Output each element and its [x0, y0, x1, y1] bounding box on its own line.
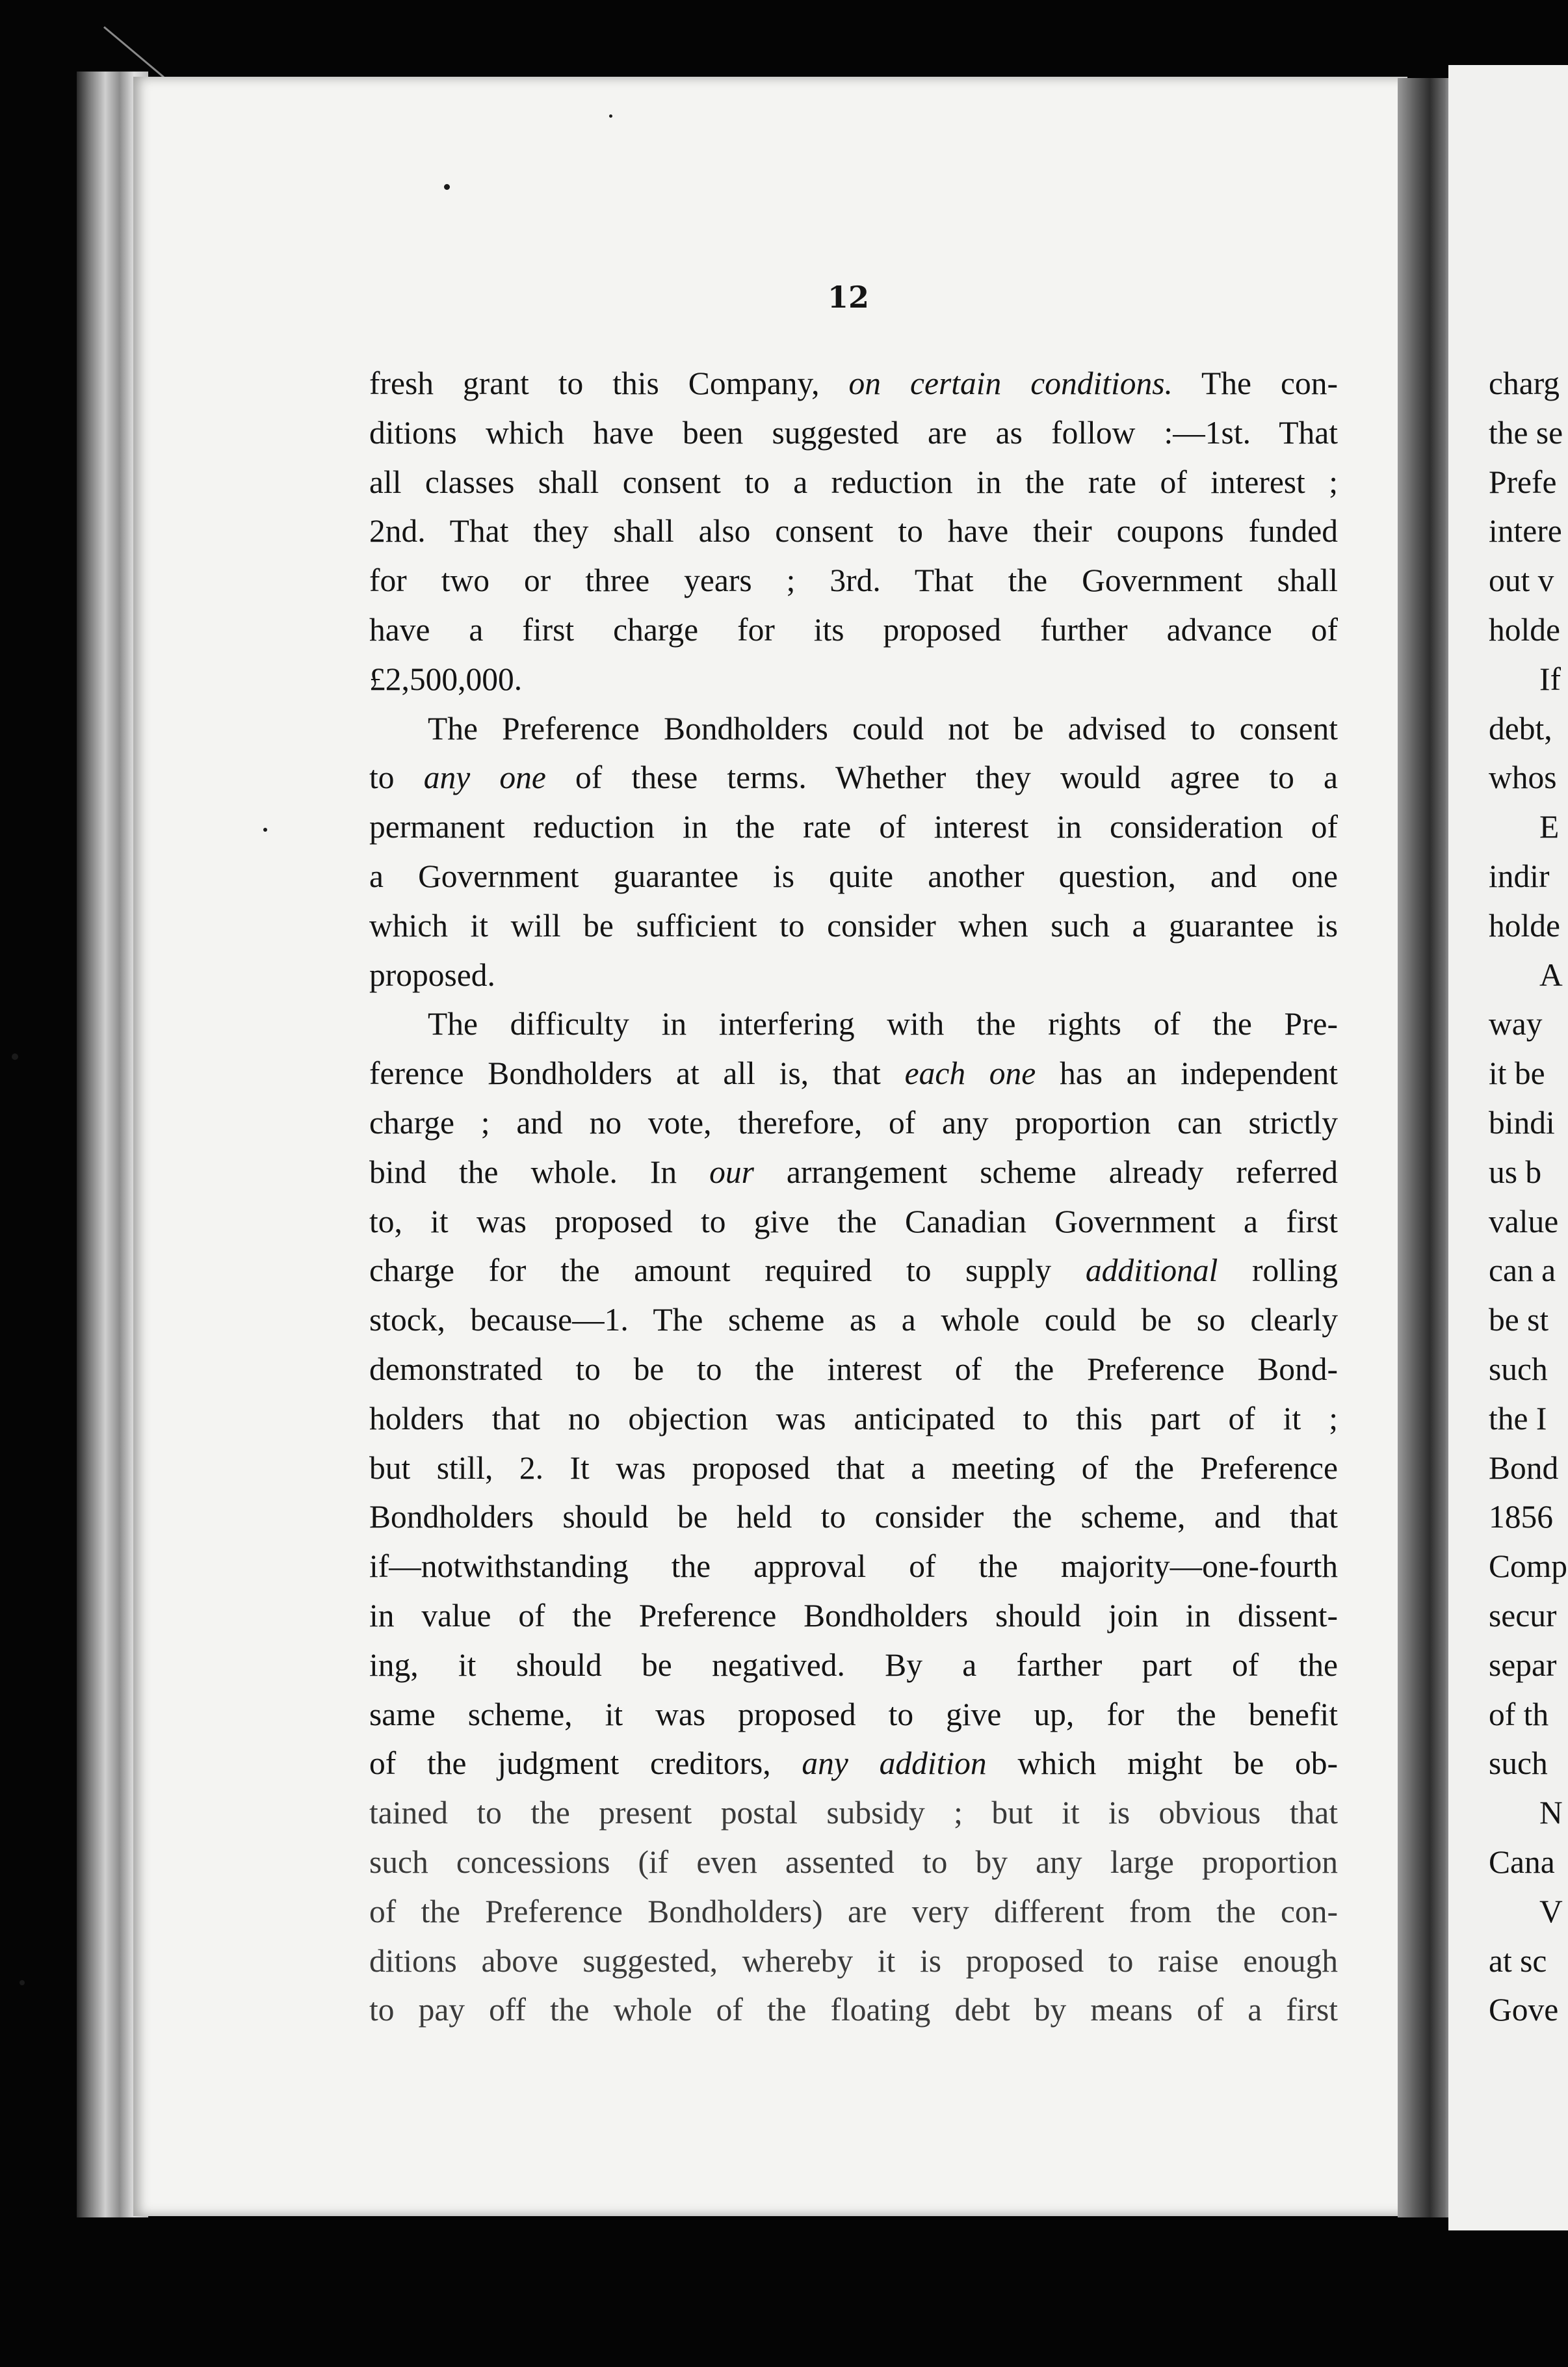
text-span: Bondholders should be held to consider the scheme, and that: [369, 1499, 1338, 1535]
text-span: tained to the present postal subsidy ; but it is obvious that: [369, 1795, 1338, 1831]
text-span: demonstrated to be to the interest of the Preference Bond-: [369, 1351, 1338, 1387]
text-line: [369, 655, 1338, 704]
italic-text: our: [709, 1154, 754, 1190]
text-line: [369, 1098, 1338, 1148]
right-text-fragment: secur: [1489, 1597, 1557, 1633]
text-line: [369, 802, 1338, 852]
italic-text: each one: [904, 1055, 1036, 1092]
text-line: [369, 999, 1338, 1049]
text-span: ditions which have been suggested are as follow :—1st. That: [369, 414, 1338, 451]
text-span: ditions above suggested, whereby it is proposed to raise enough: [369, 1942, 1338, 1979]
text-span: £2,500,000.: [369, 661, 523, 697]
right-text-fragment: 1856: [1489, 1499, 1553, 1535]
text-span: ference Bondholders at all is, that: [369, 1055, 905, 1092]
right-text-fragment: the se: [1489, 414, 1563, 451]
right-text-fragment: out v: [1489, 562, 1554, 599]
text-line: [369, 458, 1338, 507]
text-span: has an independent: [1036, 1055, 1339, 1092]
text-span: have a first charge for its proposed further advance of: [369, 611, 1338, 648]
italic-text: additional: [1085, 1252, 1218, 1289]
text-span: rolling: [1218, 1252, 1338, 1289]
text-span: charge for the amount required to supply: [369, 1252, 1086, 1289]
right-text-fragment: separ: [1489, 1646, 1557, 1683]
text-line: [369, 1345, 1338, 1394]
text-span: The con-: [1172, 365, 1338, 401]
text-line: [369, 852, 1338, 901]
text-span: of these terms. Whether they would agree to a: [545, 760, 1338, 796]
right-text-fragment: value: [1489, 1203, 1559, 1239]
text-line: [369, 1246, 1338, 1295]
right-text-fragment: at sc: [1489, 1942, 1547, 1979]
ink-speck: [20, 1980, 25, 1985]
right-text-fragment: E: [1539, 809, 1560, 845]
ink-speck: [12, 1053, 18, 1060]
italic-text: any addition: [802, 1745, 987, 1782]
text-span: same scheme, it was proposed to give up, for the benefit: [369, 1696, 1338, 1732]
right-page-text: [1489, 359, 1568, 2035]
text-line: [369, 1295, 1338, 1345]
right-text-fragment: charg: [1489, 365, 1560, 401]
text-span: of the Preference Bondholders) are very different from the con-: [369, 1893, 1338, 1929]
text-line: [369, 556, 1338, 605]
text-line: [369, 1838, 1338, 1887]
text-line: [369, 359, 1338, 408]
right-text-fragment: bindi: [1489, 1104, 1555, 1141]
right-text-fragment: Prefe: [1489, 464, 1557, 500]
right-text-fragment: Comp: [1489, 1548, 1568, 1585]
text-line: [369, 605, 1338, 655]
text-line: [369, 951, 1338, 1000]
right-text-fragment: intere: [1489, 513, 1562, 549]
text-line: [369, 507, 1338, 556]
text-line: [369, 1887, 1338, 1937]
text-span: bind the whole. In: [369, 1154, 710, 1190]
text-span: holders that no objection was anticipated to this part of it ;: [369, 1400, 1338, 1436]
text-line: [369, 1641, 1338, 1690]
italic-text: on certain conditions.: [848, 365, 1173, 401]
text-span: a Government guarantee is quite another question, and one: [369, 858, 1338, 894]
right-text-fragment: Bond: [1489, 1449, 1559, 1486]
right-text-fragment: it be: [1489, 1055, 1545, 1092]
scan-artifact-line: [103, 26, 164, 77]
text-span: in value of the Preference Bondholders should join in dissent-: [369, 1597, 1338, 1633]
right-page: [1448, 65, 1568, 2230]
text-span: fresh grant to this Company,: [369, 365, 849, 401]
text-span: charge ; and no vote, therefore, of any proportion can strictly: [369, 1104, 1338, 1141]
right-text-fragment: of th: [1489, 1696, 1549, 1732]
right-text-fragment: debt,: [1489, 710, 1552, 747]
right-text-fragment: such: [1489, 1351, 1548, 1387]
page-gutter: [1398, 78, 1456, 2217]
italic-text: any one: [423, 760, 546, 796]
right-text-fragment: Cana: [1489, 1844, 1555, 1880]
text-line: [369, 1937, 1338, 1986]
text-span: proposed.: [369, 957, 495, 993]
text-span: The difficulty in interfering with the rights of the Pre-: [428, 1006, 1338, 1042]
right-text-fragment: way: [1489, 1006, 1543, 1042]
right-text-fragment: holde: [1489, 611, 1560, 648]
right-text-fragment: us b: [1489, 1154, 1542, 1190]
text-line: [369, 1591, 1338, 1641]
page-number: 12: [827, 280, 869, 315]
text-span: arrangement scheme already referred: [753, 1154, 1339, 1190]
right-text-fragment: indir: [1489, 858, 1550, 894]
text-span: to: [369, 760, 424, 796]
ink-speck: [444, 184, 450, 190]
text-line: [369, 408, 1338, 458]
text-line: [369, 1197, 1338, 1247]
right-text-fragment: whos: [1489, 760, 1557, 796]
body-text: [369, 359, 1338, 2035]
text-span: but still, 2. It was proposed that a meeting of the Preference: [369, 1449, 1338, 1486]
right-text-fragment: N: [1539, 1795, 1563, 1831]
text-span: all classes shall consent to a reduction in the rate of interest ;: [369, 464, 1338, 500]
text-line: [369, 1492, 1338, 1542]
right-text-fragment: can a: [1489, 1252, 1556, 1289]
text-span: such concessions (if even assented to by any large proportion: [369, 1844, 1338, 1880]
right-text-fragment: be st: [1489, 1302, 1549, 1338]
text-line: [369, 1690, 1338, 1739]
text-span: if—notwithstanding the approval of the majority—one-fourth: [369, 1548, 1338, 1585]
right-text-fragment: holde: [1489, 907, 1560, 944]
text-span: stock, because—1. The scheme as a whole could be so clearly: [369, 1302, 1338, 1338]
ink-speck: [263, 828, 267, 832]
text-span: of the judgment creditors,: [369, 1745, 802, 1782]
right-text-fragment: If: [1539, 661, 1561, 697]
text-span: 2nd. That they shall also consent to have their coupons funded: [369, 513, 1338, 549]
text-line: [369, 1788, 1338, 1838]
text-line: [369, 1444, 1338, 1493]
text-span: which it will be sufficient to consider when such a guarantee is: [369, 907, 1338, 944]
text-line: [369, 704, 1338, 754]
right-text-fragment: Gove: [1489, 1992, 1559, 2028]
text-line: [369, 1542, 1338, 1591]
text-line: [369, 1739, 1338, 1788]
ink-speck: [609, 114, 612, 118]
right-text-fragment: the I: [1489, 1400, 1547, 1436]
text-line: [369, 753, 1338, 802]
right-text-fragment: A: [1539, 957, 1563, 993]
right-text-fragment: V: [1539, 1893, 1563, 1929]
text-line: [369, 901, 1338, 951]
text-span: permanent reduction in the rate of interest in consideration of: [369, 809, 1338, 845]
text-span: to, it was proposed to give the Canadian Government a first: [369, 1203, 1338, 1239]
text-span: which might be ob-: [986, 1745, 1338, 1782]
text-span: for two or three years ; 3rd. That the Government shall: [369, 562, 1338, 599]
text-line: [369, 1985, 1338, 2035]
text-line: [369, 1394, 1338, 1444]
text-span: The Preference Bondholders could not be advised to consent: [428, 710, 1338, 747]
text-span: ing, it should be negatived. By a farther part of the: [369, 1646, 1338, 1683]
right-text-fragment: such: [1489, 1745, 1548, 1782]
text-line: [369, 1049, 1338, 1098]
text-line: [369, 1148, 1338, 1197]
text-span: to pay off the whole of the floating debt by means of a first: [369, 1992, 1338, 2028]
